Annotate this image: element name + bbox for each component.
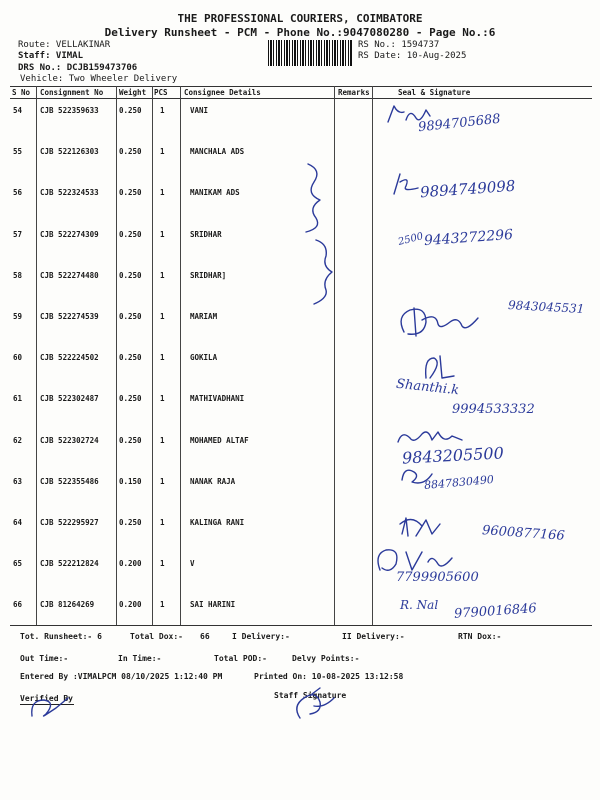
signature-row-61-initials (420, 352, 460, 382)
cell-weight: 0.250 (119, 435, 142, 445)
cell-pcs: 1 (160, 270, 165, 280)
cell-consignment: CJB 522274539 (40, 312, 99, 321)
cell-weight: 0.250 (119, 106, 142, 115)
ii-delivery: II Delivery:- (342, 632, 405, 641)
cell-consignment: CJB 522302487 (40, 394, 99, 404)
signature-row-56 (388, 170, 428, 200)
cell-consignment: CJB 522295927 (40, 518, 99, 527)
cell-consignment: CJB 522274480 (40, 270, 99, 280)
cell-consignment: CJB 522355486 (40, 476, 99, 486)
cell-weight: 0.150 (119, 476, 142, 486)
brace-mark (310, 236, 340, 306)
cell-consignee: V (190, 559, 195, 569)
cell-sno: 63 (13, 476, 23, 486)
handwritten-phone: 8847830490 (423, 472, 495, 493)
cell-consignment: CJB 522126303 (40, 147, 99, 157)
cell-pcs: 1 (160, 106, 165, 115)
cell-consignee: NANAK RAJA (190, 476, 236, 486)
cell-consignee: VANI (190, 106, 209, 115)
handwritten-amount: 2500 (397, 231, 425, 248)
entered-by: Entered By :VIMALPCM 08/10/2025 1:12:40 PM (20, 672, 223, 681)
cell-pcs: 1 (160, 188, 165, 198)
cell-weight: 0.250 (119, 229, 142, 239)
cell-sno: 59 (13, 312, 23, 321)
handwritten-phone: 9600877166 (481, 523, 566, 544)
staff-signature: Staff Signature (274, 691, 347, 700)
handwritten-phone: 9894705688 (417, 111, 502, 136)
cell-weight: 0.200 (119, 600, 142, 610)
cell-weight: 0.250 (119, 518, 142, 527)
handwritten-phone: 9790016846 (453, 601, 538, 622)
cell-weight: 0.250 (119, 270, 142, 280)
cell-weight: 0.200 (119, 559, 142, 569)
table-row (10, 264, 592, 305)
col-seal-signature: Seal & Signature (398, 88, 471, 97)
barcode (268, 40, 352, 66)
cell-sno: 61 (13, 394, 23, 404)
cell-weight: 0.250 (119, 394, 142, 404)
printed-on: Printed On: 10-08-2025 13:12:58 (254, 672, 404, 681)
cell-weight: 0.250 (119, 312, 142, 321)
handwritten-phone: 9843045531 (507, 298, 585, 316)
cell-sno: 54 (13, 106, 23, 115)
table-row (10, 552, 592, 593)
table-row (10, 99, 592, 140)
verified-signature (26, 692, 76, 722)
cell-weight: 0.250 (119, 353, 142, 363)
table-row (10, 429, 592, 470)
cell-consignment: CJB 522224502 (40, 353, 99, 363)
cell-sno: 58 (13, 270, 23, 280)
cell-sno: 64 (13, 518, 23, 527)
handwritten-phone: 9994533332 (452, 402, 535, 417)
cell-consignee: MOHAMED ALTAF (190, 435, 249, 445)
table-top-rule (10, 86, 592, 87)
cell-pcs: 1 (160, 476, 165, 486)
cell-pcs: 1 (160, 147, 165, 157)
drs-number: DRS No.: DCJB159473706 (18, 63, 138, 73)
cell-consignee: KALINGA RANI (190, 518, 245, 527)
cell-consignment: CJB 522302724 (40, 435, 99, 445)
total-pod: Total POD:- (214, 654, 267, 663)
verified-by: Verified By (20, 694, 73, 703)
cell-pcs: 1 (160, 559, 165, 569)
cell-sno: 57 (13, 229, 23, 239)
cell-consignee: SAI HARINI (190, 600, 236, 610)
cell-weight: 0.250 (119, 188, 142, 198)
cell-pcs: 1 (160, 353, 165, 363)
staff-signature-mark (290, 684, 340, 724)
cell-consignee: SRIDHAR (190, 229, 222, 239)
cell-consignment: CJB 522324533 (40, 188, 99, 198)
col-sno: S No (12, 88, 31, 97)
rs-number: RS No.: 1594737 (358, 40, 440, 50)
cell-pcs: 1 (160, 394, 165, 404)
cell-weight: 0.250 (119, 147, 142, 157)
handwritten-name: Shanthi.k (395, 376, 460, 399)
table-row (10, 346, 592, 387)
signature-row-54 (380, 100, 450, 130)
handwritten-name: R. Nal (400, 598, 439, 612)
col-remarks: Remarks (338, 88, 370, 97)
handwritten-phone: 7799905600 (396, 570, 479, 585)
cell-consignee: GOKILA (190, 353, 218, 363)
runsheet-title: Delivery Runsheet - PCM - Phone No.:9047080280 - Page No.:6 (104, 26, 496, 39)
vehicle: Vehicle: Two Wheeler Delivery (20, 74, 178, 84)
table-row (10, 470, 592, 511)
cell-sno: 56 (13, 188, 23, 198)
cell-sno: 55 (13, 147, 23, 157)
cell-pcs: 1 (160, 435, 165, 445)
cell-consignee: MARIAM (190, 312, 218, 321)
handwritten-phone: 9443272296 (423, 226, 514, 250)
signature-row-59 (392, 302, 492, 342)
tot-runsheet: Tot. Runsheet:- 6 (20, 632, 102, 641)
total-dox-value: 66 (200, 632, 210, 641)
cell-sno: 60 (13, 353, 23, 363)
col-weight: Weight (119, 88, 147, 97)
cell-consignee: MATHIVADHANI (190, 394, 245, 404)
table-row (10, 305, 592, 346)
col-consignee: Consignee Details (184, 88, 261, 97)
i-delivery: I Delivery:- (232, 632, 290, 641)
cell-pcs: 1 (160, 600, 165, 610)
cell-pcs: 1 (160, 229, 165, 239)
cell-sno: 62 (13, 435, 23, 445)
col-pcs: PCS (154, 88, 168, 97)
rtn-dox: RTN Dox:- (458, 632, 502, 641)
rs-date: RS Date: 10-Aug-2025 (358, 51, 467, 61)
cell-pcs: 1 (160, 518, 165, 527)
cell-consignment: CJB 522212824 (40, 559, 99, 569)
route: Route: VELLAKINAR (18, 40, 111, 50)
cell-consignment: CJB 522274309 (40, 229, 99, 239)
col-consignment: Consignment No (40, 88, 104, 97)
cell-consignee: SRIDHAR] (190, 270, 227, 280)
signature-row-64 (396, 512, 446, 542)
cell-sno: 66 (13, 600, 23, 610)
handwritten-phone: 9843205500 (401, 443, 505, 468)
total-dox-label: Total Dox:- (130, 632, 183, 641)
handwritten-phone: 9894749098 (419, 176, 516, 202)
signature-row-63 (396, 460, 436, 490)
cell-consignment: CJB 522359633 (40, 106, 99, 115)
cell-consignee: MANCHALA ADS (190, 147, 245, 157)
cell-consignee: MANIKAM ADS (190, 188, 240, 198)
staff: Staff: VIMAL (18, 51, 84, 61)
cell-sno: 65 (13, 559, 23, 569)
brace-mark (300, 160, 330, 235)
company-name: THE PROFESSIONAL COURIERS, COIMBATORE (177, 12, 423, 25)
out-time: Out Time:- (20, 654, 69, 663)
delvy-points: Delvy Points:- (292, 654, 360, 663)
in-time: In Time:- (118, 654, 162, 663)
cell-pcs: 1 (160, 312, 165, 321)
cell-consignment: CJB 81264269 (40, 600, 95, 610)
